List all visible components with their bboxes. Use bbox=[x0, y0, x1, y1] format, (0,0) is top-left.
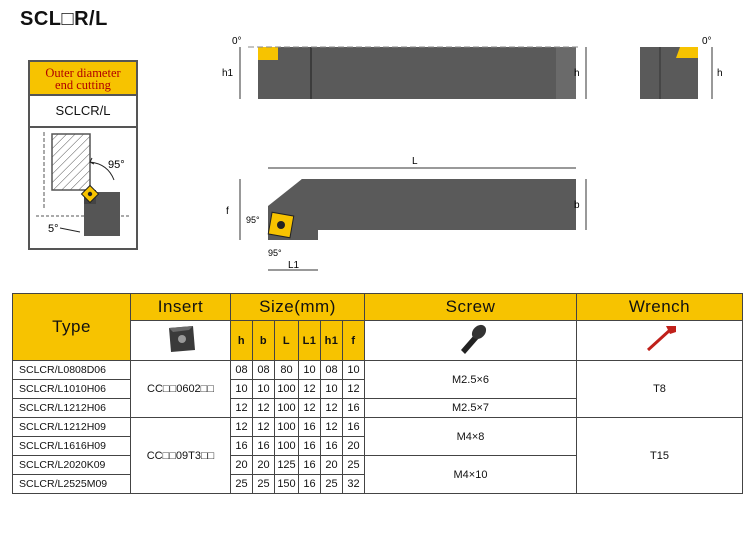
info-caption-line2: end cutting bbox=[55, 78, 111, 92]
cell-L: 100 bbox=[275, 418, 299, 437]
cell-b: 10 bbox=[253, 380, 275, 399]
row-type: SCLCR/L1212H09 bbox=[13, 418, 131, 437]
angle-top-right: 0° bbox=[702, 36, 712, 47]
screw-group: M4×10 bbox=[365, 456, 577, 494]
wrench-group: T15 bbox=[577, 418, 743, 494]
cell-b: 16 bbox=[253, 437, 275, 456]
cell-h: 12 bbox=[231, 399, 253, 418]
cell-h1: 12 bbox=[321, 418, 343, 437]
cell-b: 25 bbox=[253, 475, 275, 494]
cell-L1: 12 bbox=[299, 399, 321, 418]
dim-L: L bbox=[412, 156, 418, 167]
cell-h: 10 bbox=[231, 380, 253, 399]
cell-L: 100 bbox=[275, 437, 299, 456]
header-wrench: Wrench bbox=[577, 294, 743, 321]
header-type: Type bbox=[13, 294, 131, 361]
header-insert: Insert bbox=[131, 294, 231, 321]
info-model: SCLCR/L bbox=[30, 96, 136, 128]
cell-b: 08 bbox=[253, 361, 275, 380]
cell-h: 20 bbox=[231, 456, 253, 475]
size-col-b: b bbox=[253, 321, 275, 361]
cell-h1: 16 bbox=[321, 437, 343, 456]
cell-L1: 16 bbox=[299, 456, 321, 475]
cell-f: 16 bbox=[343, 418, 365, 437]
plan-view-insert-hole bbox=[277, 221, 285, 229]
cell-b: 20 bbox=[253, 456, 275, 475]
cell-h1: 20 bbox=[321, 456, 343, 475]
dim-b: b bbox=[574, 200, 580, 211]
wrench-group: T8 bbox=[577, 361, 743, 418]
wrench-icon bbox=[640, 322, 680, 356]
insert-group: CC□□09T3□□ bbox=[131, 418, 231, 494]
angle-insert-1: 95° bbox=[246, 215, 260, 225]
table-row bbox=[13, 361, 743, 380]
row-type: SCLCR/L2020K09 bbox=[13, 456, 131, 475]
row-type: SCLCR/L2525M09 bbox=[13, 475, 131, 494]
side-view-insert bbox=[258, 47, 278, 60]
info-caption-line1: Outer diameter bbox=[45, 66, 121, 80]
spec-table bbox=[12, 293, 743, 494]
row-type: SCLCR/L1616H09 bbox=[13, 437, 131, 456]
header-screw: Screw bbox=[365, 294, 577, 321]
cell-f: 16 bbox=[343, 399, 365, 418]
row-type: SCLCR/L1212H06 bbox=[13, 399, 131, 418]
dim-h-end: h bbox=[717, 68, 723, 79]
cell-L1: 16 bbox=[299, 475, 321, 494]
cell-b: 12 bbox=[253, 418, 275, 437]
size-col-L: L bbox=[275, 321, 299, 361]
cell-f: 32 bbox=[343, 475, 365, 494]
cell-h1: 08 bbox=[321, 361, 343, 380]
plan-view-shank bbox=[318, 179, 576, 230]
cell-L1: 10 bbox=[299, 361, 321, 380]
screw-group: M2.5×6 bbox=[365, 361, 577, 399]
size-col-h1: h1 bbox=[321, 321, 343, 361]
dim-f: f bbox=[226, 206, 229, 217]
page-title: SCL□R/L bbox=[20, 8, 108, 30]
side-view-shank bbox=[258, 47, 576, 99]
screw-image-cell bbox=[365, 321, 577, 361]
angle-top-left: 0° bbox=[232, 36, 242, 47]
screw-group: M4×8 bbox=[365, 418, 577, 456]
screw-icon bbox=[451, 322, 491, 356]
cell-h1: 25 bbox=[321, 475, 343, 494]
cell-h: 12 bbox=[231, 418, 253, 437]
insert-icon bbox=[161, 322, 201, 356]
cell-h: 08 bbox=[231, 361, 253, 380]
cell-f: 12 bbox=[343, 380, 365, 399]
side-view-end bbox=[556, 47, 576, 99]
cell-L: 100 bbox=[275, 399, 299, 418]
insert-image-cell bbox=[131, 321, 231, 361]
info-angle-small: 5° bbox=[48, 223, 59, 235]
row-type: SCLCR/L0808D06 bbox=[13, 361, 131, 380]
cell-h1: 12 bbox=[321, 399, 343, 418]
cell-b: 12 bbox=[253, 399, 275, 418]
info-angle-main: 95° bbox=[108, 159, 125, 171]
cell-f: 10 bbox=[343, 361, 365, 380]
cell-f: 20 bbox=[343, 437, 365, 456]
dim-h: h bbox=[574, 68, 580, 79]
size-col-L1: L1 bbox=[299, 321, 321, 361]
screw-group: M2.5×7 bbox=[365, 399, 577, 418]
cell-h1: 10 bbox=[321, 380, 343, 399]
header-row bbox=[13, 294, 743, 321]
wrench-image-cell bbox=[577, 321, 743, 361]
cell-L: 100 bbox=[275, 380, 299, 399]
cell-L: 150 bbox=[275, 475, 299, 494]
table-row bbox=[13, 418, 743, 437]
size-col-h: h bbox=[231, 321, 253, 361]
header-size: Size(mm) bbox=[231, 294, 365, 321]
cell-L: 125 bbox=[275, 456, 299, 475]
size-col-f: f bbox=[343, 321, 365, 361]
cell-L1: 12 bbox=[299, 380, 321, 399]
cell-L1: 16 bbox=[299, 418, 321, 437]
dim-L1: L1 bbox=[288, 260, 300, 271]
cell-h: 16 bbox=[231, 437, 253, 456]
cell-L1: 16 bbox=[299, 437, 321, 456]
angle-insert-2: 95° bbox=[268, 248, 282, 258]
row-type: SCLCR/L1010H06 bbox=[13, 380, 131, 399]
dim-h1: h1 bbox=[222, 68, 234, 79]
cell-L: 80 bbox=[275, 361, 299, 380]
cell-h: 25 bbox=[231, 475, 253, 494]
insert-group: CC□□0602□□ bbox=[131, 361, 231, 418]
cell-f: 25 bbox=[343, 456, 365, 475]
